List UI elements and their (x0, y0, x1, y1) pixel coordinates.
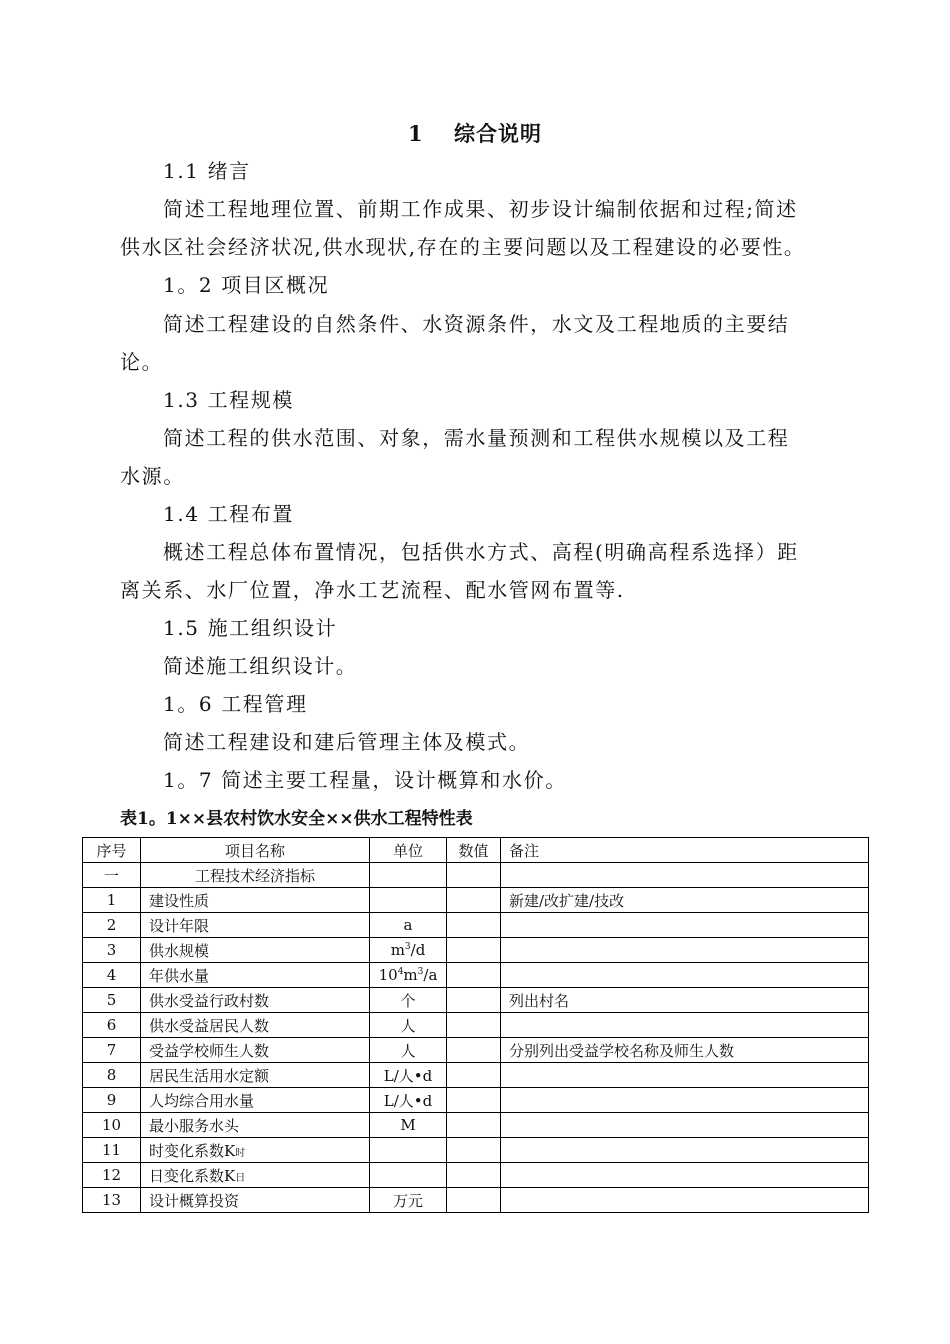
cell-unit: M (370, 1113, 447, 1138)
cell-no: 2 (83, 913, 141, 938)
cell-name (141, 1163, 370, 1188)
cell-note (501, 963, 869, 988)
paragraph-line: 简述工程的供水范围、对象，需水量预测和工程供水规模以及工程 (163, 426, 790, 450)
header-no: 序号 (83, 838, 141, 863)
unit-sup: 3 (404, 942, 411, 952)
cell-no: 10 (83, 1113, 141, 1138)
cell-value (447, 888, 501, 913)
cell-name: 年供水量 (141, 963, 370, 988)
cell-value (447, 1038, 501, 1063)
cell-no: 1 (83, 888, 141, 913)
cell-name: 设计概算投资 (141, 1188, 370, 1213)
page-title: 1 综合说明 (408, 121, 542, 146)
section-heading: 1.5 施工组织设计 (163, 616, 338, 640)
cell-name (141, 1138, 370, 1163)
cell-note (501, 1063, 869, 1088)
cell-note (501, 1138, 869, 1163)
table-row (83, 963, 869, 988)
cell-value (447, 1013, 501, 1038)
table-caption: 表1。1××县农村饮水安全××供水工程特性表 (120, 809, 473, 829)
header-value: 数值 (447, 838, 501, 863)
cell-no: 9 (83, 1088, 141, 1113)
cell-name: 建设性质 (141, 888, 370, 913)
unit-rest: /a (423, 966, 438, 984)
cell-note (501, 1163, 869, 1188)
cell-unit: a (370, 913, 447, 938)
table-header-row (83, 838, 869, 863)
table-group-row (83, 863, 869, 888)
cell-name: 人均综合用水量 (141, 1088, 370, 1113)
cell-unit: 万元 (370, 1188, 447, 1213)
table-row (83, 1013, 869, 1038)
subscript: 日 (235, 1172, 246, 1184)
section-heading: 1.3 工程规模 (163, 388, 294, 412)
cell-name: 供水受益居民人数 (141, 1013, 370, 1038)
paragraph-line: 水源。 (120, 464, 185, 488)
cell-no: 11 (83, 1138, 141, 1163)
header-name: 项目名称 (141, 838, 370, 863)
cell-unit: 人 (370, 1038, 447, 1063)
table-row (83, 1088, 869, 1113)
unit-sup: 3 (417, 967, 424, 977)
cell-no: 4 (83, 963, 141, 988)
cell-note (501, 1188, 869, 1213)
section-heading: 1.4 工程布置 (163, 502, 294, 526)
cell-unit: 人 (370, 1013, 447, 1038)
cell-no: 6 (83, 1013, 141, 1038)
table-row (83, 1038, 869, 1063)
cell-no: 8 (83, 1063, 141, 1088)
cell-note: 列出村名 (501, 988, 869, 1013)
cell-value (447, 963, 501, 988)
cell-value (447, 1063, 501, 1088)
paragraph-line: 论。 (120, 350, 164, 374)
cell-value (447, 863, 501, 888)
cell-name: 设计年限 (141, 913, 370, 938)
cell-note (501, 1088, 869, 1113)
cell-value (447, 1138, 501, 1163)
cell-name: 供水受益行政村数 (141, 988, 370, 1013)
unit-sup: 4 (397, 967, 404, 977)
cell-unit (370, 888, 447, 913)
cell-note (501, 1013, 869, 1038)
cell-no: 一 (83, 863, 141, 888)
cell-no: 5 (83, 988, 141, 1013)
cell-name: 受益学校师生人数 (141, 1038, 370, 1063)
cell-unit (370, 963, 447, 988)
cell-value (447, 988, 501, 1013)
paragraph-line: 简述工程地理位置、前期工作成果、初步设计编制依据和过程;简述 (163, 197, 798, 221)
paragraph-line: 供水区社会经济状况,供水现状,存在的主要问题以及工程建设的必要性。 (120, 235, 806, 259)
table-row (83, 988, 869, 1013)
cell-unit (370, 938, 447, 963)
table-row (83, 1188, 869, 1213)
cell-value (447, 1088, 501, 1113)
cell-name: 供水规模 (141, 938, 370, 963)
name-text: 日变化系数K (149, 1166, 236, 1185)
unit-part: m (403, 966, 418, 984)
table-row (83, 1138, 869, 1163)
paragraph-line: 简述施工组织设计。 (163, 654, 358, 678)
subscript: 时 (235, 1147, 246, 1159)
cell-note (501, 1113, 869, 1138)
table-row (83, 1113, 869, 1138)
table-row (83, 1163, 869, 1188)
cell-no: 7 (83, 1038, 141, 1063)
header-unit: 单位 (370, 838, 447, 863)
cell-note (501, 938, 869, 963)
cell-no: 13 (83, 1188, 141, 1213)
section-heading: 1。2 项目区概况 (163, 273, 330, 297)
unit-base: m (390, 941, 405, 959)
paragraph-line: 离关系、水厂位置，净水工艺流程、配水管网布置等. (120, 578, 625, 602)
cell-unit: 个 (370, 988, 447, 1013)
table-row (83, 913, 869, 938)
cell-value (447, 1113, 501, 1138)
unit-rest: /d (410, 941, 426, 959)
cell-note (501, 863, 869, 888)
cell-no: 12 (83, 1163, 141, 1188)
cell-note: 分别列出受益学校名称及师生人数 (501, 1038, 869, 1063)
table-row (83, 1063, 869, 1088)
section-heading: 1。6 工程管理 (163, 692, 308, 716)
cell-note (501, 913, 869, 938)
table-row (83, 938, 869, 963)
cell-unit (370, 1163, 447, 1188)
paragraph-line: 简述工程建设和建后管理主体及模式。 (163, 730, 531, 754)
cell-value (447, 1163, 501, 1188)
cell-note: 新建/改扩建/技改 (501, 888, 869, 913)
cell-unit (370, 1138, 447, 1163)
cell-name: 最小服务水头 (141, 1113, 370, 1138)
cell-name: 工程技术经济指标 (141, 863, 370, 888)
section-heading: 1。7 简述主要工程量，设计概算和水价。 (163, 768, 567, 792)
cell-name: 居民生活用水定额 (141, 1063, 370, 1088)
header-note: 备注 (501, 838, 869, 863)
unit-part: 10 (378, 966, 398, 984)
cell-value (447, 938, 501, 963)
cell-value (447, 1188, 501, 1213)
section-heading: 1.1 绪言 (163, 159, 251, 183)
cell-value (447, 913, 501, 938)
cell-unit: L/人•d (370, 1088, 447, 1113)
paragraph-line: 概述工程总体布置情况，包括供水方式、高程(明确高程系选择）距 (163, 540, 799, 564)
spec-table (82, 837, 869, 1213)
name-text: 时变化系数K (149, 1141, 236, 1160)
table-row (83, 888, 869, 913)
cell-unit: L/人•d (370, 1063, 447, 1088)
cell-unit (370, 863, 447, 888)
paragraph-line: 简述工程建设的自然条件、水资源条件，水文及工程地质的主要结 (163, 312, 790, 336)
cell-no: 3 (83, 938, 141, 963)
